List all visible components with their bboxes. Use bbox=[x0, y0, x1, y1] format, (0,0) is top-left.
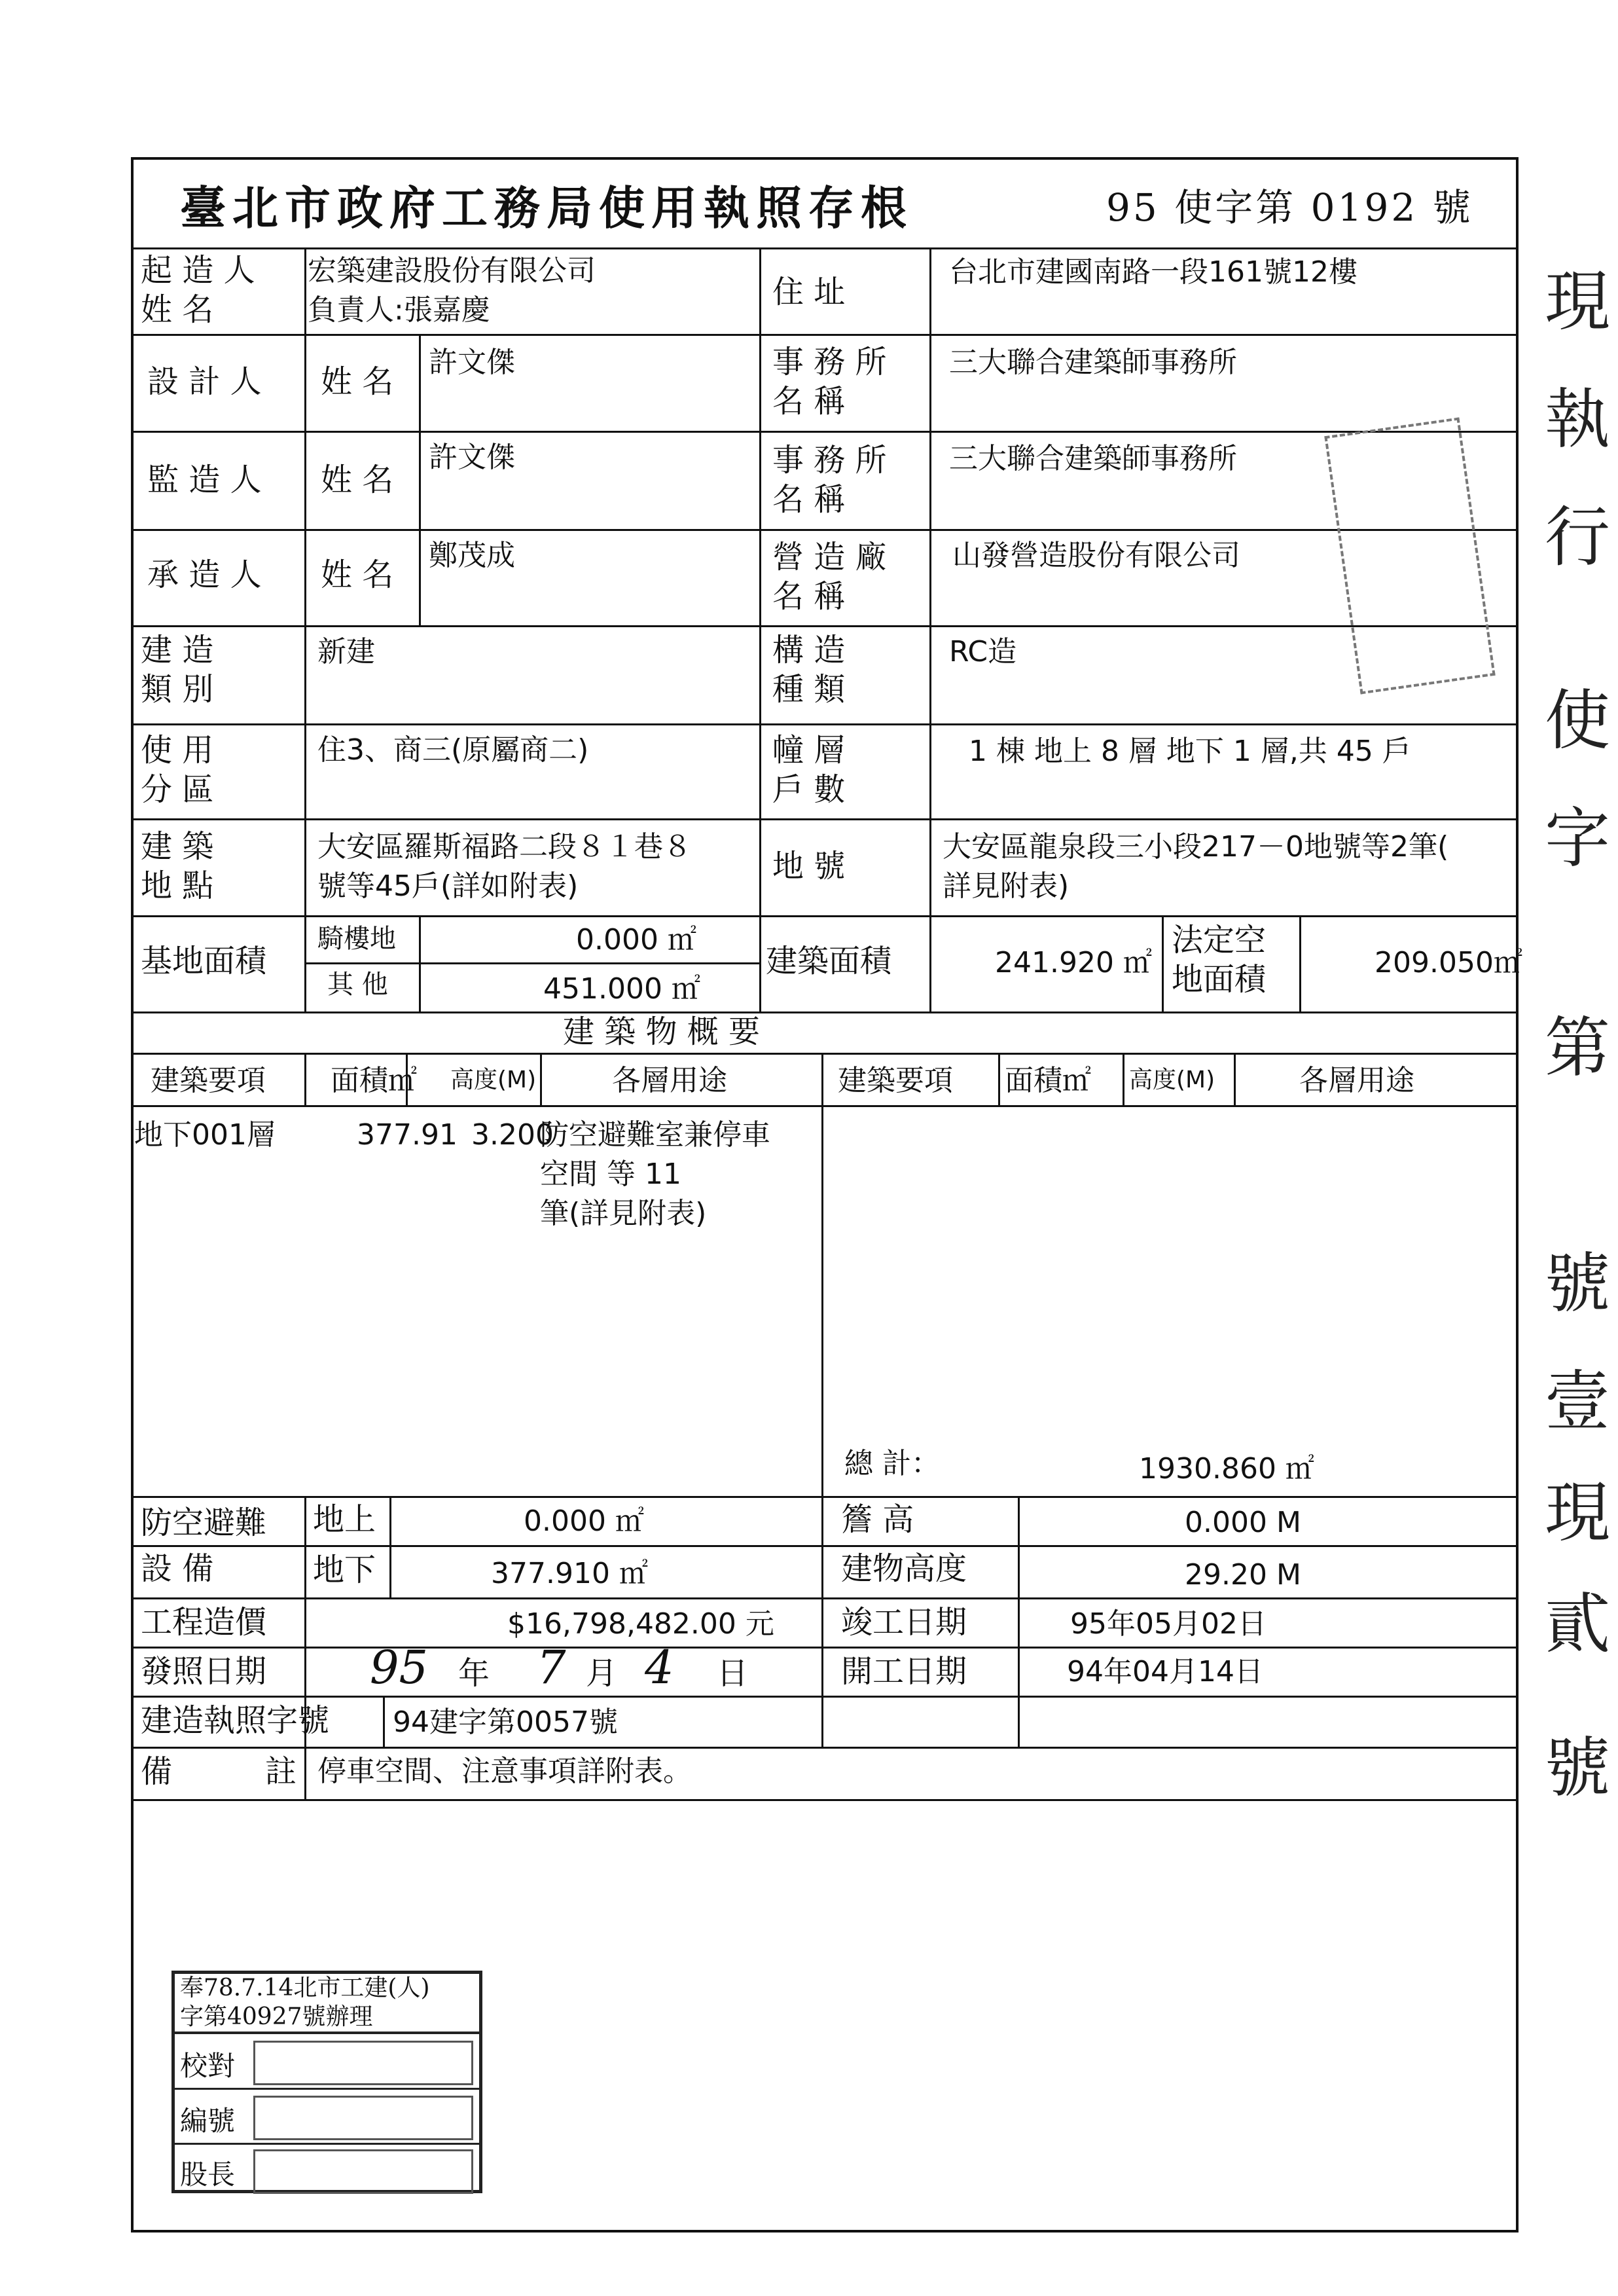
lot-value-1: 大安區龍泉段三小段217－0地號等2筆( bbox=[943, 830, 1449, 864]
stamp-check-signature bbox=[253, 2041, 473, 2085]
lot-value-2: 詳見附表) bbox=[943, 869, 1070, 903]
contractor-office: 山發營造股份有限公司 bbox=[952, 539, 1240, 572]
margin-glyph-11: 號 bbox=[1545, 1730, 1610, 1806]
stamp-chief-label: 股長 bbox=[180, 2159, 236, 2191]
stamp-head-1: 奉78.7.14北市工建(人) bbox=[180, 1975, 430, 2001]
supervisor-office-label-1: 事 務 所 bbox=[772, 442, 887, 479]
building-height-label: 建物高度 bbox=[841, 1550, 967, 1587]
cost-value: $16,798,482.00 元 bbox=[507, 1607, 774, 1641]
floor-item: 地下001層 bbox=[134, 1118, 276, 1152]
header-height-2: 高度(M) bbox=[1129, 1066, 1215, 1093]
stamp-check-label: 校對 bbox=[180, 2050, 236, 2082]
supervisor-name: 許文傑 bbox=[429, 441, 515, 474]
note-label-1: 備 bbox=[141, 1753, 173, 1790]
floor-use-2: 空間 等 11 bbox=[540, 1157, 681, 1191]
construction-type: 新建 bbox=[317, 635, 375, 668]
stamp-chief-signature bbox=[253, 2149, 473, 2194]
floor-height: 3.200 bbox=[471, 1118, 554, 1152]
zoning-label-2: 分 區 bbox=[141, 771, 214, 808]
completion-date: 95年05月02日 bbox=[1070, 1607, 1267, 1641]
floor-area: 377.91 bbox=[357, 1118, 458, 1152]
builder-label-2: 姓 名 bbox=[141, 291, 214, 328]
designer-name-label: 姓 名 bbox=[321, 363, 394, 400]
note-label-2: 註 bbox=[265, 1753, 297, 1790]
issue-year: 95 bbox=[370, 1641, 429, 1694]
designer-office-label-2: 名 稱 bbox=[772, 383, 846, 420]
shelter-above: 0.000 ㎡ bbox=[524, 1504, 644, 1538]
builder-company: 宏築建設股份有限公司 bbox=[308, 254, 596, 287]
structure: RC造 bbox=[949, 635, 1017, 668]
construction-type-label-2: 類 別 bbox=[141, 671, 214, 708]
permit-number: 95 使字第 0192 號 bbox=[1106, 185, 1473, 230]
stamp-number-label: 編號 bbox=[180, 2105, 236, 2137]
header-use-2: 各層用途 bbox=[1299, 1064, 1414, 1097]
builder-label-1: 起 造 人 bbox=[141, 252, 255, 289]
margin-glyph-6: 第 bbox=[1545, 1010, 1610, 1086]
shelter-below-label: 地下 bbox=[313, 1552, 376, 1588]
shelter-above-label: 地上 bbox=[313, 1501, 376, 1538]
units-value: 1 棟 地上 8 層 地下 1 層,共 45 戶 bbox=[969, 735, 1411, 768]
issue-year-unit: 年 bbox=[458, 1655, 490, 1692]
supervisor-name-label: 姓 名 bbox=[321, 462, 394, 498]
zoning-label-1: 使 用 bbox=[141, 732, 214, 769]
margin-glyph-4: 使 bbox=[1545, 682, 1610, 759]
stamp-head-2: 字第40927號辦理 bbox=[180, 2003, 373, 2030]
margin-glyph-5: 字 bbox=[1545, 800, 1610, 877]
structure-label-2: 種 類 bbox=[772, 671, 846, 708]
margin-glyph-3: 行 bbox=[1545, 499, 1610, 575]
cost-label: 工程造價 bbox=[141, 1604, 267, 1641]
license-value: 94建字第0057號 bbox=[393, 1705, 618, 1739]
header-area-2: 面積㎡ bbox=[1005, 1064, 1091, 1097]
site-area-label: 基地面積 bbox=[141, 943, 267, 979]
margin-glyph-8: 壹 bbox=[1545, 1363, 1610, 1440]
supervisor-office-label-2: 名 稱 bbox=[772, 481, 846, 518]
eaves-label: 簷 高 bbox=[841, 1501, 914, 1538]
building-area: 241.920 ㎡ bbox=[995, 946, 1152, 979]
designer-name: 許文傑 bbox=[429, 346, 515, 379]
header-item-2: 建築要項 bbox=[838, 1064, 953, 1097]
location-value-1: 大安區羅斯福路二段８１巷８ bbox=[317, 830, 692, 864]
floor-use-1: 防空避難室兼停車 bbox=[540, 1118, 770, 1152]
header-item-1: 建築要項 bbox=[151, 1064, 266, 1097]
overview-title: 建 築 物 概 要 bbox=[563, 1013, 761, 1050]
header-height-1: 高度(M) bbox=[450, 1066, 537, 1093]
construction-type-label-1: 建 造 bbox=[141, 632, 214, 668]
structure-label-1: 構 造 bbox=[772, 632, 846, 668]
total-area: 1930.860 ㎡ bbox=[1139, 1452, 1314, 1485]
location-label-1: 建 築 bbox=[141, 828, 214, 865]
address-label: 住 址 bbox=[772, 274, 846, 310]
issue-day: 4 bbox=[645, 1641, 674, 1694]
total-label: 總 計： bbox=[844, 1447, 940, 1480]
other-label: 其 他 bbox=[327, 970, 388, 1000]
location-value-2: 號等45戶(詳如附表) bbox=[317, 869, 579, 903]
margin-glyph-9: 現 bbox=[1545, 1474, 1610, 1551]
building-height: 29.20 M bbox=[1185, 1558, 1301, 1592]
builder-address: 台北市建國南路一段161號12樓 bbox=[949, 255, 1357, 289]
eaves-height: 0.000 M bbox=[1185, 1506, 1301, 1539]
margin-glyph-10: 貳 bbox=[1545, 1586, 1610, 1662]
issue-month: 7 bbox=[537, 1641, 566, 1694]
location-label-2: 地 點 bbox=[141, 867, 214, 904]
contractor-office-label-1: 營 造 廠 bbox=[772, 539, 887, 575]
supervisor-office: 三大聯合建築師事務所 bbox=[949, 442, 1237, 475]
review-stamp bbox=[171, 1971, 482, 2193]
contractor-name-label: 姓 名 bbox=[321, 556, 394, 593]
floor-use-3: 筆(詳見附表) bbox=[540, 1197, 707, 1230]
start-date: 94年04月14日 bbox=[1067, 1655, 1263, 1688]
units-label-1: 幢 層 bbox=[772, 732, 846, 769]
builder-rep: 負責人:張嘉慶 bbox=[308, 293, 490, 327]
issue-date-label: 發照日期 bbox=[141, 1653, 267, 1690]
open-space-label-2: 地面積 bbox=[1172, 961, 1267, 998]
note-value: 停車空間、注意事項詳附表。 bbox=[317, 1755, 692, 1788]
contractor-office-label-2: 名 稱 bbox=[772, 578, 846, 615]
form-title: 臺北市政府工務局使用執照存根 bbox=[180, 181, 913, 235]
margin-glyph-2: 執 bbox=[1545, 381, 1610, 458]
zoning-value: 住3、商三(原屬商二) bbox=[317, 733, 589, 767]
arcade-area: 0.000 ㎡ bbox=[576, 923, 696, 957]
other-area: 451.000 ㎡ bbox=[543, 972, 700, 1006]
designer-office-label-1: 事 務 所 bbox=[772, 344, 887, 380]
header-area-1: 面積㎡ bbox=[331, 1064, 417, 1097]
designer-office: 三大聯合建築師事務所 bbox=[949, 346, 1237, 379]
start-date-label: 開工日期 bbox=[841, 1653, 967, 1690]
open-space-label-1: 法定空 bbox=[1172, 922, 1267, 958]
shelter-label-1: 防空避難 bbox=[141, 1504, 267, 1541]
shelter-label-2: 設 備 bbox=[141, 1550, 214, 1587]
margin-glyph-1: 現 bbox=[1545, 263, 1610, 340]
shelter-below: 377.910 ㎡ bbox=[491, 1557, 648, 1590]
issue-day-unit: 日 bbox=[717, 1655, 749, 1692]
units-label-2: 戶 數 bbox=[772, 771, 846, 808]
open-space-area: 209.050㎡ bbox=[1375, 946, 1522, 979]
license-label: 建造執照字號 bbox=[141, 1702, 330, 1739]
supervisor-role: 監 造 人 bbox=[147, 462, 262, 498]
stamp-number-signature bbox=[253, 2096, 473, 2140]
header-use-1: 各層用途 bbox=[612, 1064, 727, 1097]
margin-glyph-7: 號 bbox=[1545, 1245, 1610, 1322]
building-area-label: 建築面積 bbox=[766, 943, 892, 979]
lot-label: 地 號 bbox=[772, 848, 846, 884]
issue-month-unit: 月 bbox=[586, 1655, 618, 1692]
designer-role: 設 計 人 bbox=[147, 363, 262, 400]
completion-date-label: 竣工日期 bbox=[841, 1604, 967, 1641]
contractor-name: 鄭茂成 bbox=[429, 539, 515, 572]
contractor-role: 承 造 人 bbox=[147, 556, 262, 593]
arcade-label: 騎樓地 bbox=[317, 924, 396, 954]
